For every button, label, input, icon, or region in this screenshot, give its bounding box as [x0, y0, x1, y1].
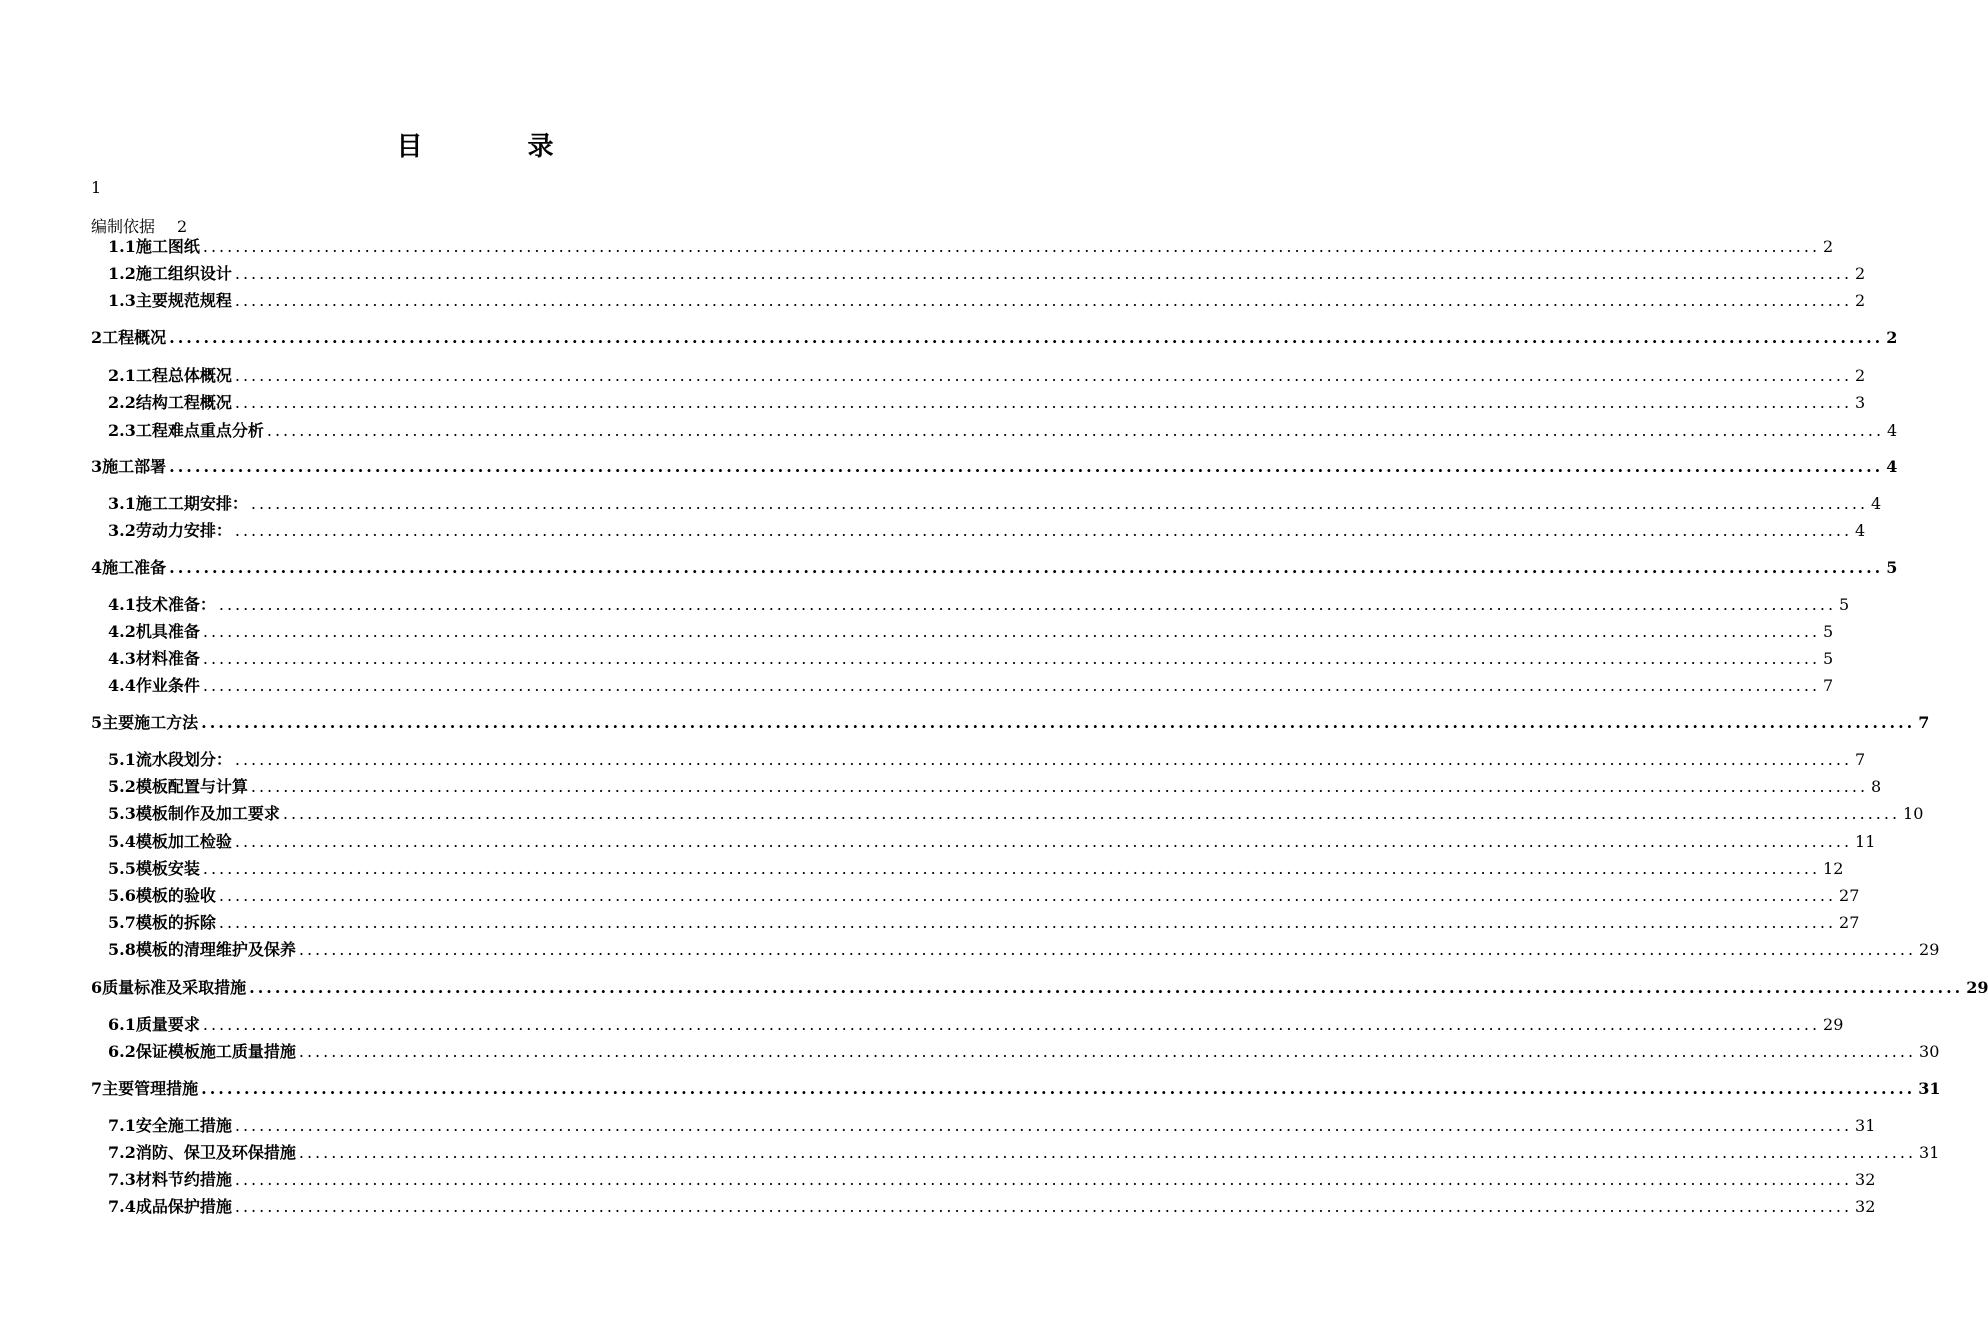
toc-entry[interactable] [108, 234, 1834, 256]
toc-entry-page: 29 [1966, 978, 1988, 997]
toc-entry-page: 2 [1855, 366, 1866, 385]
toc-leader-dots: ........................................................................................................................................................................................................ [218, 886, 1837, 905]
toc-entry[interactable] [91, 710, 1930, 732]
toc-entry[interactable] [108, 774, 1882, 796]
toc-entry-number: 7.4 [108, 1197, 136, 1216]
toc-entry-number: 5.6 [108, 886, 136, 905]
toc-entry[interactable] [108, 261, 1866, 283]
toc-entry-number: 2.2 [108, 393, 136, 412]
toc-entry-label: 主要规范规程 [135, 291, 232, 310]
toc-entry-number: 1.2 [108, 264, 136, 283]
toc-entry-label: 质量标准及采取措施 [102, 978, 247, 997]
toc-basis-page: 2 [177, 217, 188, 236]
toc-entry-page: 7 [1823, 676, 1834, 695]
toc-leader-dots: ........................................................................................................................................................................................................ [234, 393, 1853, 412]
toc-entry-page: 3 [1855, 393, 1866, 412]
toc-entry-page: 5 [1823, 622, 1834, 641]
toc-entry[interactable] [108, 1039, 1940, 1061]
toc-entry[interactable] [91, 975, 1988, 997]
toc-entry-number: 6 [91, 978, 103, 997]
toc-entry[interactable] [108, 491, 1882, 513]
toc-entry-label: 机具准备 [135, 622, 200, 641]
toc-entry-label: 成品保护措施 [135, 1197, 232, 1216]
toc-leader-dots: ........................................................................................................................................................................................................ [202, 676, 1821, 695]
toc-entry-number: 6.2 [108, 1042, 136, 1061]
toc-entry-label: 质量要求 [135, 1015, 200, 1034]
toc-leader-dots: ........................................................................................................................................................................................................ [202, 622, 1821, 641]
toc-entry-number: 3 [91, 457, 103, 476]
toc-entry[interactable] [108, 673, 1834, 695]
toc-entry-page: 2 [1823, 237, 1834, 256]
toc-entry[interactable] [91, 1076, 1941, 1098]
toc-entry-label: 工程概况 [102, 328, 167, 347]
toc-entry-number: 5.2 [108, 777, 136, 796]
toc-entry-number: 2.1 [108, 366, 136, 385]
toc-entry[interactable] [108, 1012, 1844, 1034]
toc-leader-dots: ........................................................................................................................................................................................................ [234, 521, 1853, 540]
toc-entry-label: 消防、保卫及环保措施 [135, 1143, 296, 1162]
toc-leader-dots: ........................................................................................................................................................................................................ [202, 859, 1821, 878]
toc-entry-label: 安全施工措施 [135, 1116, 232, 1135]
toc-entry[interactable] [108, 747, 1866, 769]
toc-leader-dots: ........................................................................................................................................................................................................ [234, 832, 1853, 851]
toc-entry-number: 4.4 [108, 676, 136, 695]
toc-entry[interactable] [108, 592, 1850, 614]
toc-entry-label: 主要管理措施 [102, 1079, 199, 1098]
toc-entry-page: 4 [1871, 494, 1882, 513]
toc-entry-number: 7.3 [108, 1170, 136, 1189]
toc-entry-label: 模板配置与计算 [135, 777, 248, 796]
toc-entry[interactable] [108, 801, 1924, 823]
toc-basis-label: 编制依据 [91, 217, 156, 236]
toc-leader-dots: ........................................................................................................................................................................................................ [234, 1116, 1853, 1135]
toc-entry[interactable] [91, 325, 1898, 347]
toc-entry-label: 模板的验收 [135, 886, 216, 905]
toc-entry-page: 2 [1855, 264, 1866, 283]
toc-entry[interactable] [108, 518, 1866, 540]
toc-entry-page: 32 [1855, 1197, 1876, 1216]
toc-leader-dots: ........................................................................................................................................................................................................ [234, 264, 1853, 283]
toc-leader-dots: ........................................................................................................................................................................................................ [169, 328, 1884, 347]
toc-entry-label: 劳动力安排： [135, 521, 232, 540]
toc-leader-dots: ........................................................................................................................................................................................................ [298, 940, 1917, 959]
toc-entry[interactable] [108, 646, 1834, 668]
toc-entry-page: 10 [1903, 804, 1924, 823]
toc-entry-page: 5 [1886, 558, 1898, 577]
toc-entry-label: 流水段划分： [135, 750, 232, 769]
toc-entry-number: 7.2 [108, 1143, 136, 1162]
toc-entry[interactable] [108, 1113, 1876, 1135]
toc-entry-number: 4.3 [108, 649, 136, 668]
toc-leader-dots: ........................................................................................................................................................................................................ [249, 978, 1964, 997]
toc-leader-dots: ........................................................................................................................................................................................................ [234, 1197, 1853, 1216]
toc-entry-page: 2 [1855, 291, 1866, 310]
toc-entry-number: 5.3 [108, 804, 136, 823]
toc-entry-number: 3.2 [108, 521, 136, 540]
toc-entry[interactable] [108, 363, 1866, 385]
toc-leader-dots: ........................................................................................................................................................................................................ [266, 421, 1885, 440]
toc-entry-label: 施工准备 [102, 558, 167, 577]
toc-leader-dots: ........................................................................................................................................................................................................ [298, 1042, 1917, 1061]
toc-entry-page: 12 [1823, 859, 1844, 878]
toc-entry-label: 工程难点重点分析 [135, 421, 264, 440]
toc-entry[interactable] [108, 619, 1834, 641]
toc-entry-label: 施工图纸 [135, 237, 200, 256]
toc-entry-page: 4 [1887, 421, 1898, 440]
toc-entry[interactable] [91, 555, 1898, 577]
toc-leader-dots: ........................................................................................................................................................................................................ [218, 595, 1837, 614]
toc-leader-dots: ........................................................................................................................................................................................................ [234, 366, 1853, 385]
toc-entry-number: 4 [91, 558, 103, 577]
toc-leader-dots: ........................................................................................................................................................................................................ [282, 804, 1901, 823]
toc-entry-number: 5.4 [108, 832, 136, 851]
toc-entry-number: 5.8 [108, 940, 136, 959]
toc-entry[interactable] [108, 288, 1866, 310]
toc-entry-label: 施工组织设计 [135, 264, 232, 283]
toc-entry-page: 32 [1855, 1170, 1876, 1189]
toc-entry-page: 11 [1855, 832, 1876, 851]
toc-entry-page: 27 [1839, 886, 1860, 905]
toc-entry[interactable] [108, 418, 1898, 440]
toc-entry-number: 1.1 [108, 237, 136, 256]
toc-entry-number: 7 [91, 1079, 103, 1098]
toc-entry[interactable] [108, 1167, 1876, 1189]
toc-entry-page: 8 [1871, 777, 1882, 796]
toc-entry-number: 5.5 [108, 859, 136, 878]
toc-entry-label: 模板加工检验 [135, 832, 232, 851]
toc-entry-number: 1.3 [108, 291, 136, 310]
toc-entry-number: 5 [91, 713, 103, 732]
toc-entry-label: 作业条件 [135, 676, 200, 695]
toc-entry-number: 6.1 [108, 1015, 136, 1034]
toc-entry-page: 5 [1839, 595, 1850, 614]
toc-entry[interactable] [108, 390, 1866, 412]
toc-entry-label: 技术准备： [135, 595, 216, 614]
toc-entry-label: 模板安装 [135, 859, 200, 878]
toc-leader-dots: ........................................................................................................................................................................................................ [202, 1015, 1821, 1034]
toc-entry[interactable] [108, 856, 1844, 878]
toc-leader-dots: ........................................................................................................................................................................................................ [169, 558, 1884, 577]
toc-entry-label: 施工部署 [102, 457, 167, 476]
toc-entry-page: 4 [1855, 521, 1866, 540]
toc-entry-page: 4 [1886, 457, 1898, 476]
toc-leader-dots: ........................................................................................................................................................................................................ [169, 457, 1884, 476]
toc-entry-number: 2 [91, 328, 103, 347]
toc-entry-page: 31 [1919, 1143, 1940, 1162]
toc-entry-page: 29 [1919, 940, 1940, 959]
toc-entry-number: 4.2 [108, 622, 136, 641]
toc-entry[interactable] [91, 454, 1898, 476]
toc-entry[interactable] [108, 829, 1876, 851]
toc-leader-dots: ........................................................................................................................................................................................................ [202, 237, 1821, 256]
toc-entry-number: 5.7 [108, 913, 136, 932]
toc-entry-number: 5.1 [108, 750, 136, 769]
toc-entry[interactable] [108, 1140, 1940, 1162]
toc-entry-page: 30 [1919, 1042, 1940, 1061]
toc-entry-label: 材料节约措施 [135, 1170, 232, 1189]
toc-entry-page: 2 [1886, 328, 1898, 347]
toc-leader-dots: ........................................................................................................................................................................................................ [250, 777, 1869, 796]
toc-entry[interactable] [108, 883, 1860, 905]
toc-entry-page: 5 [1823, 649, 1834, 668]
toc-entry-page: 29 [1823, 1015, 1844, 1034]
toc-leader-dots: ........................................................................................................................................................................................................ [234, 1170, 1853, 1189]
toc-entry-label: 模板的清理维护及保养 [135, 940, 296, 959]
toc-leader-dots: ........................................................................................................................................................................................................ [298, 1143, 1917, 1162]
toc-entry-page: 31 [1918, 1079, 1941, 1098]
toc-leader-dots: ........................................................................................................................................................................................................ [201, 713, 1916, 732]
toc-chapter-number: 1 [91, 178, 102, 197]
toc-entry-label: 模板制作及加工要求 [135, 804, 280, 823]
toc-leader-dots: ........................................................................................................................................................................................................ [218, 913, 1837, 932]
page-title: 目 录 [396, 132, 602, 162]
toc-entry-label: 结构工程概况 [135, 393, 232, 412]
toc-entry[interactable] [108, 1194, 1876, 1216]
toc-entry-number: 2.3 [108, 421, 136, 440]
toc-entry-number: 4.1 [108, 595, 136, 614]
toc-entry-page: 7 [1855, 750, 1866, 769]
toc-entry-page: 7 [1918, 713, 1930, 732]
toc-entry-label: 施工工期安排： [135, 494, 248, 513]
toc-entry-label: 保证模板施工质量措施 [135, 1042, 296, 1061]
toc-leader-dots: ........................................................................................................................................................................................................ [234, 750, 1853, 769]
toc-entry-label: 主要施工方法 [102, 713, 199, 732]
toc-entry[interactable] [108, 910, 1860, 932]
toc-entry-label: 模板的拆除 [135, 913, 216, 932]
toc-entry-page: 27 [1839, 913, 1860, 932]
toc-entry[interactable] [108, 937, 1940, 959]
toc-entry-label: 材料准备 [135, 649, 200, 668]
toc-leader-dots: ........................................................................................................................................................................................................ [234, 291, 1853, 310]
toc-entry-page: 31 [1855, 1116, 1876, 1135]
toc-leader-dots: ........................................................................................................................................................................................................ [201, 1079, 1916, 1098]
toc-leader-dots: ........................................................................................................................................................................................................ [202, 649, 1821, 668]
toc-entry-number: 3.1 [108, 494, 136, 513]
toc-entry-number: 7.1 [108, 1116, 136, 1135]
toc-entry-label: 工程总体概况 [135, 366, 232, 385]
toc-leader-dots: ........................................................................................................................................................................................................ [250, 494, 1869, 513]
